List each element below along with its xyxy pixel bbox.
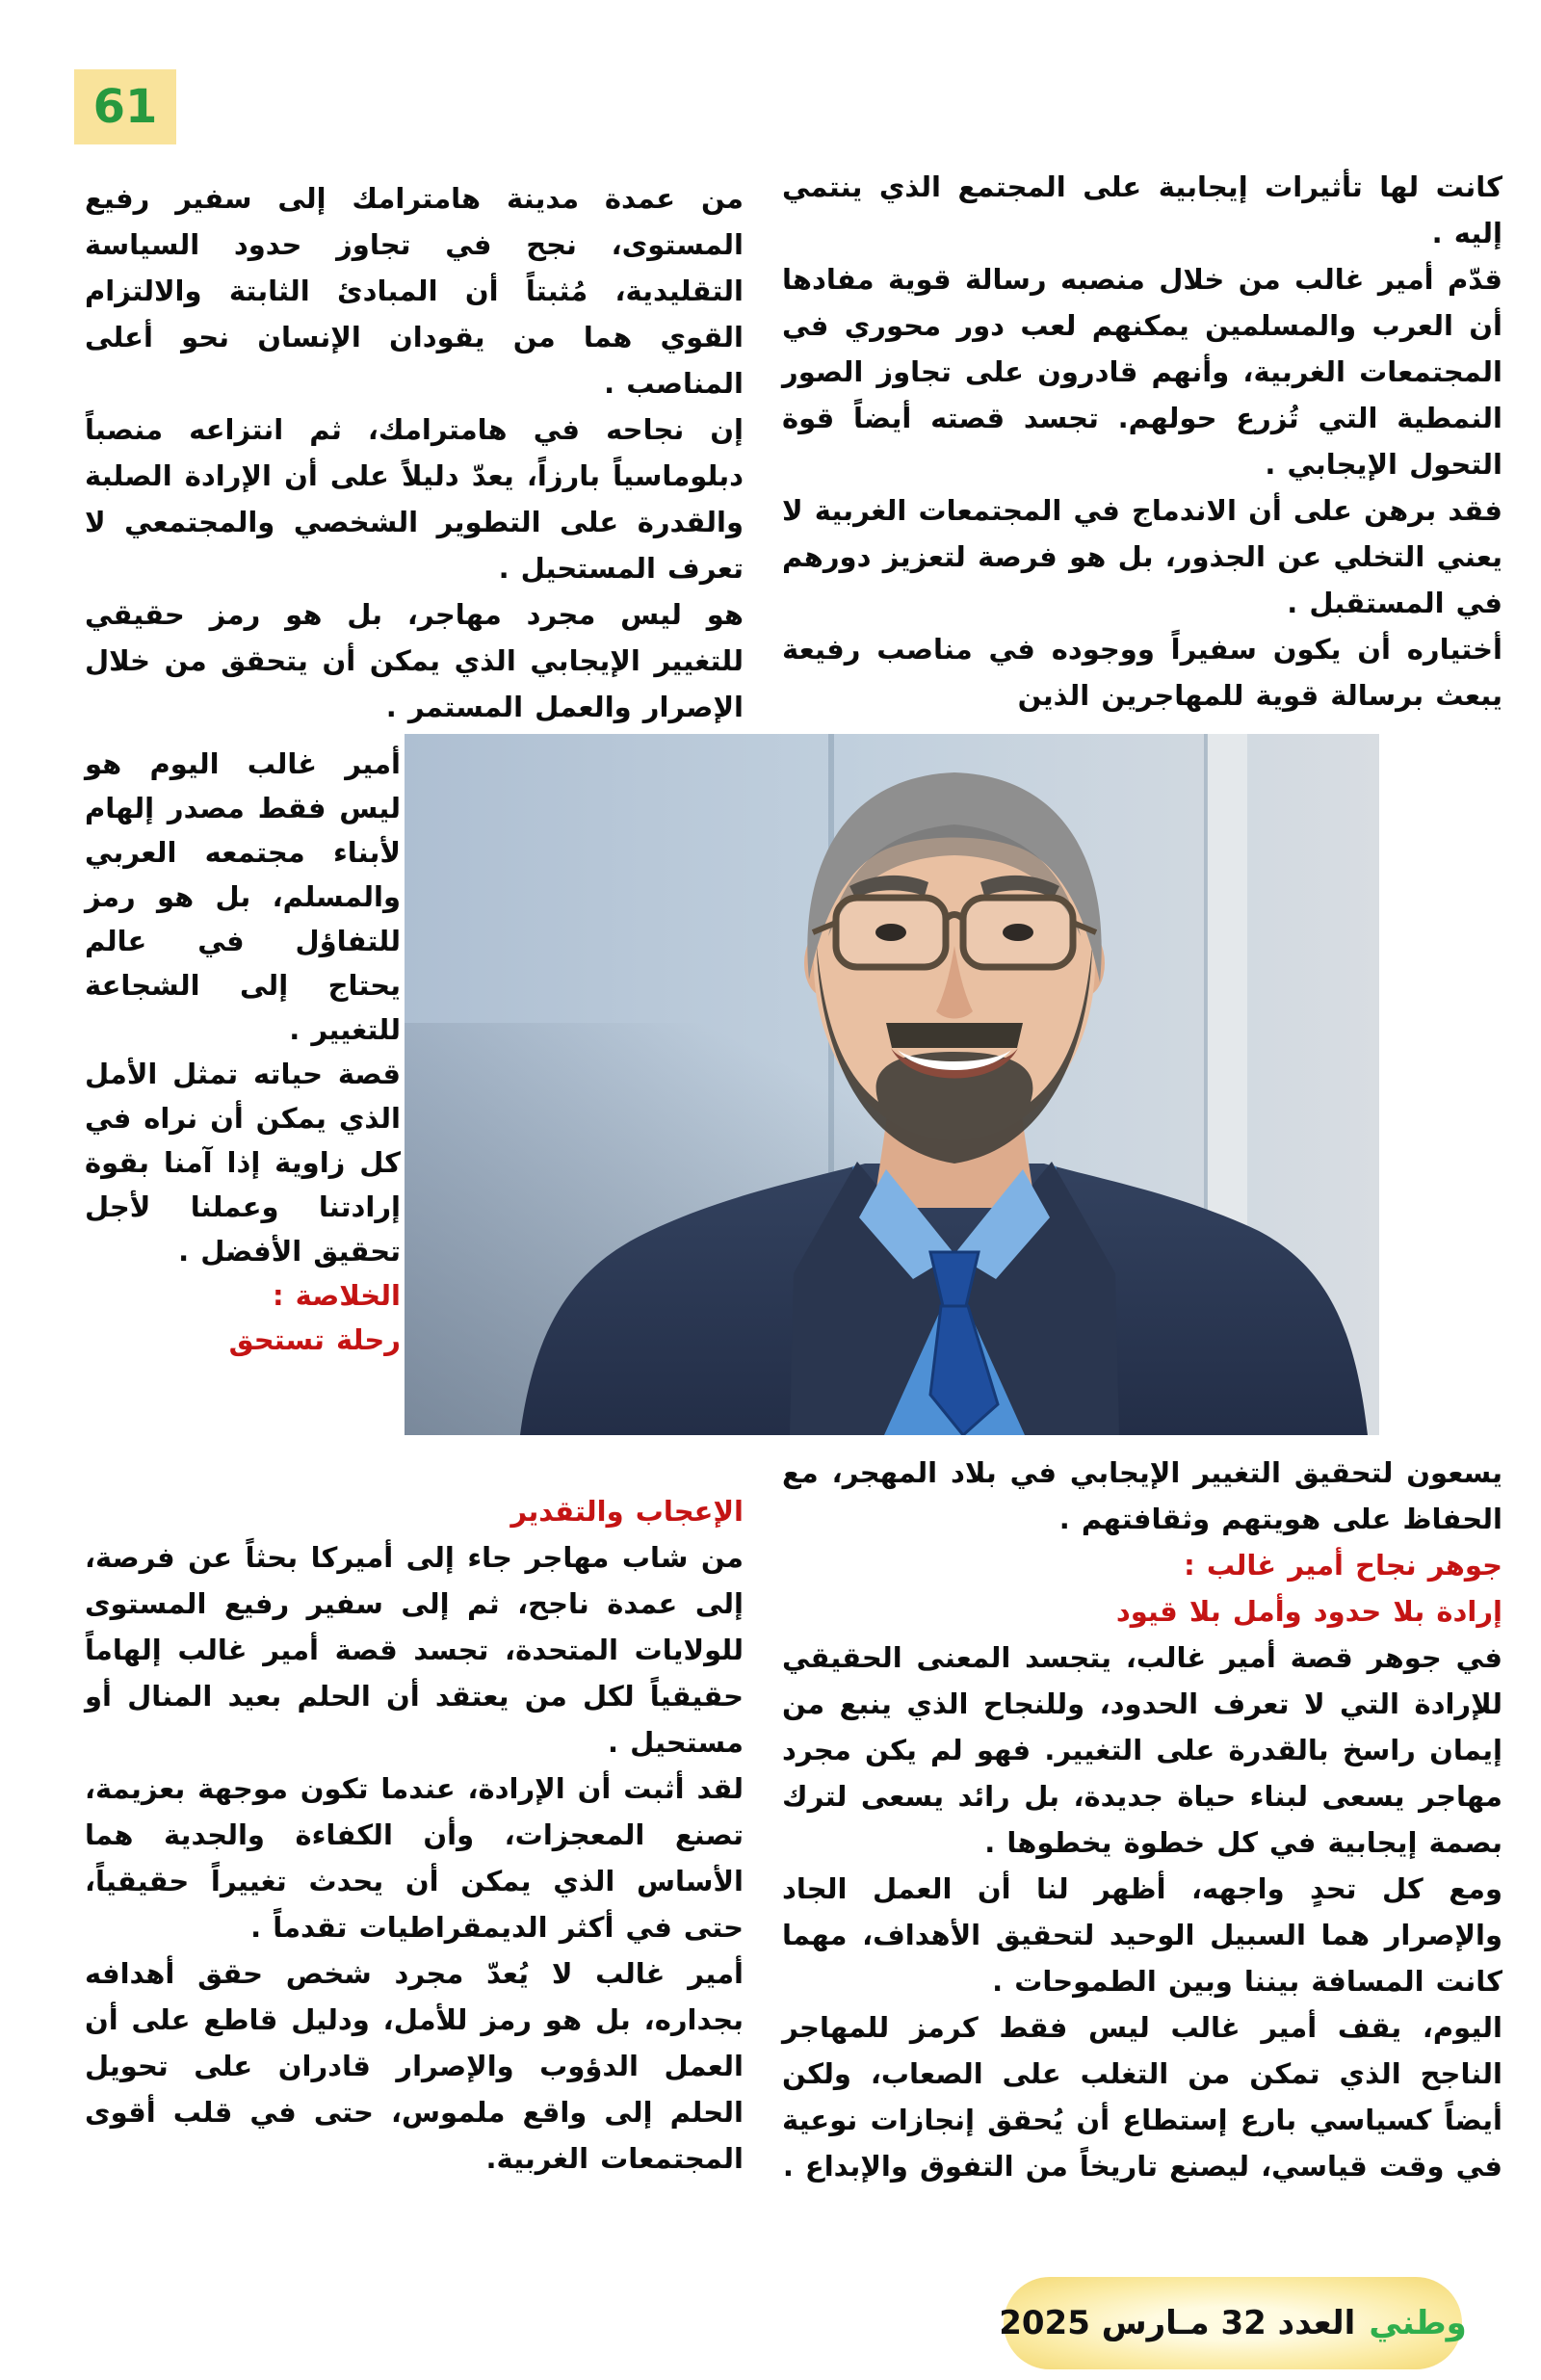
paragraph: من عمدة مدينة هامترامك إلى سفير رفيع المستوى، نجح في تجاوز حدود السياسة التقليدية، مُثبتاً أن المبادئ الثابتة والالتزام القوي هما من يقودان الإنسان نحو أعلى المناصب . [85,182,744,400]
eye-right [1003,924,1033,941]
footer-issue-pill [999,2277,1467,2369]
paragraph: ومع كل تحدٍ واجهه، أظهر لنا أن العمل الجاد والإصرار هما السبيل الوحيد لتحقيق الأهداف، مهما كانت المسافة بيننا وبين الطموحات . [782,1872,1502,1998]
portrait-photo [405,734,1379,1435]
section-heading-essence: جوهر نجاح أمير غالب : [1184,1549,1502,1582]
magazine-brand: وطني [1369,2304,1467,2342]
page-number: 61 [92,80,158,134]
section-heading-admiration: الإعجاب والتقدير [510,1495,744,1528]
portrait-illustration [405,734,1379,1435]
paragraph: كانت لها تأثيرات إيجابية على المجتمع الذي ينتمي إليه . [782,170,1502,249]
right-column-top [782,164,1502,719]
eye-left [875,924,906,941]
left-column-bottom [85,1488,744,2182]
mustache [886,1023,1023,1048]
paragraph: لقد أثبت أن الإرادة، عندما تكون موجهة بعزيمة، تصنع المعجزات، وأن الكفاءة والجدية هما الأساس الذي يمكن أن يحدث تغييراً حقيقياً، حتى في أكثر الديمقراطيات تقدماً . [85,1772,744,1944]
paragraph: قدّم أمير غالب من خلال منصبه رسالة قوية مفادها أن العرب والمسلمين يمكنهم لعب دور محوري في المجتمعات الغربية، وأنهم قادرون على تجاوز الصور النمطية التي تُزرع حولهم. تجسد قصته أيضاً قوة التحول الإيجابي . [782,263,1502,481]
paragraph: من شاب مهاجر جاء إلى أميركا بحثاً عن فرصة، إلى عمدة ناجح، ثم إلى سفير رفيع المستوى للولايات المتحدة، تجسد قصة أمير غالب إلهاماً حقيقياً لكل من يعتقد أن الحلم بعيد المنال أو مستحيل . [85,1541,744,1759]
paragraph: إن نجاحه في هامترامك، ثم انتزاعه منصباً دبلوماسياً بارزاً، يعدّ دليلاً على أن الإرادة الصلبة والقدرة على التطوير الشخصي والمجتمعي لا تعرف المستحيل . [85,413,744,585]
paragraph: اليوم، يقف أمير غالب ليس فقط كرمز للمهاجر الناجح الذي تمكن من التغلب على الصعاب، ولكن أيضاً كسياسي بارع إستطاع أن يُحقق إنجازات نوعية في وقت قياسي، ليصنع تاريخاً من التفوق والإبداع . [782,2011,1502,2183]
right-column-bottom [782,1450,1502,2189]
paragraph: أمير غالب اليوم هو ليس فقط مصدر إلهام لأبناء مجتمعه العربي والمسلم، بل هو رمز للتفاؤل في عالم يحتاج إلى الشجاعة للتغيير . [85,747,401,1046]
paragraph: أمير غالب لا يُعدّ مجرد شخص حقق أهدافه بجداره، بل هو رمز للأمل، ودليل قاطع على أن العمل الدؤوب والإصرار قادران على تحويل الحلم إلى واقع ملموس، حتى في قلب أقوى المجتمعات الغربية. [85,1957,744,2175]
summary-label: الخلاصة : [272,1279,401,1312]
paragraph: هو ليس مجرد مهاجر، بل هو رمز حقيقي للتغيير الإيجابي الذي يمكن أن يتحقق من خلال الإصرار والعمل المستمر . [85,598,744,723]
left-column-narrow [85,742,401,1362]
section-subheading-will: إرادة بلا حدود وأمل بلا قيود [1115,1595,1502,1628]
paragraph: في جوهر قصة أمير غالب، يتجسد المعنى الحقيقي للإرادة التي لا تعرف الحدود، وللنجاح الذي ينبع من إيمان راسخ بالقدرة على التغيير. فهو لم يكن مجرد مهاجر يسعى لبناء حياة جديدة، بل رائد يسعى لترك بصمة إيجابية في كل خطوة يخطوها . [782,1641,1502,1859]
summary-line: رحلة تستحق [228,1323,401,1356]
left-column-top [85,175,744,730]
paragraph: فقد برهن على أن الاندماج في المجتمعات الغربية لا يعني التخلي عن الجذور، بل هو فرصة لتعزيز دورهم في المستقبل . [782,494,1502,619]
issue-and-date: العدد 32 مـارس 2025 [999,2304,1356,2342]
paragraph: قصة حياته تمثل الأمل الذي يمكن أن نراه في كل زاوية إذا آمنا بقوة إرادتنا وعملنا لأجل تحقيق الأفضل . [85,1058,401,1268]
paragraph: يسعون لتحقيق التغيير الإيجابي في بلاد المهجر، مع الحفاظ على هويتهم وثقافتهم . [782,1456,1502,1535]
page-number-badge [74,69,176,144]
paragraph: أختياره أن يكون سفيراً ووجوده في مناصب رفيعة يبعث برسالة قوية للمهاجرين الذين [782,633,1502,712]
